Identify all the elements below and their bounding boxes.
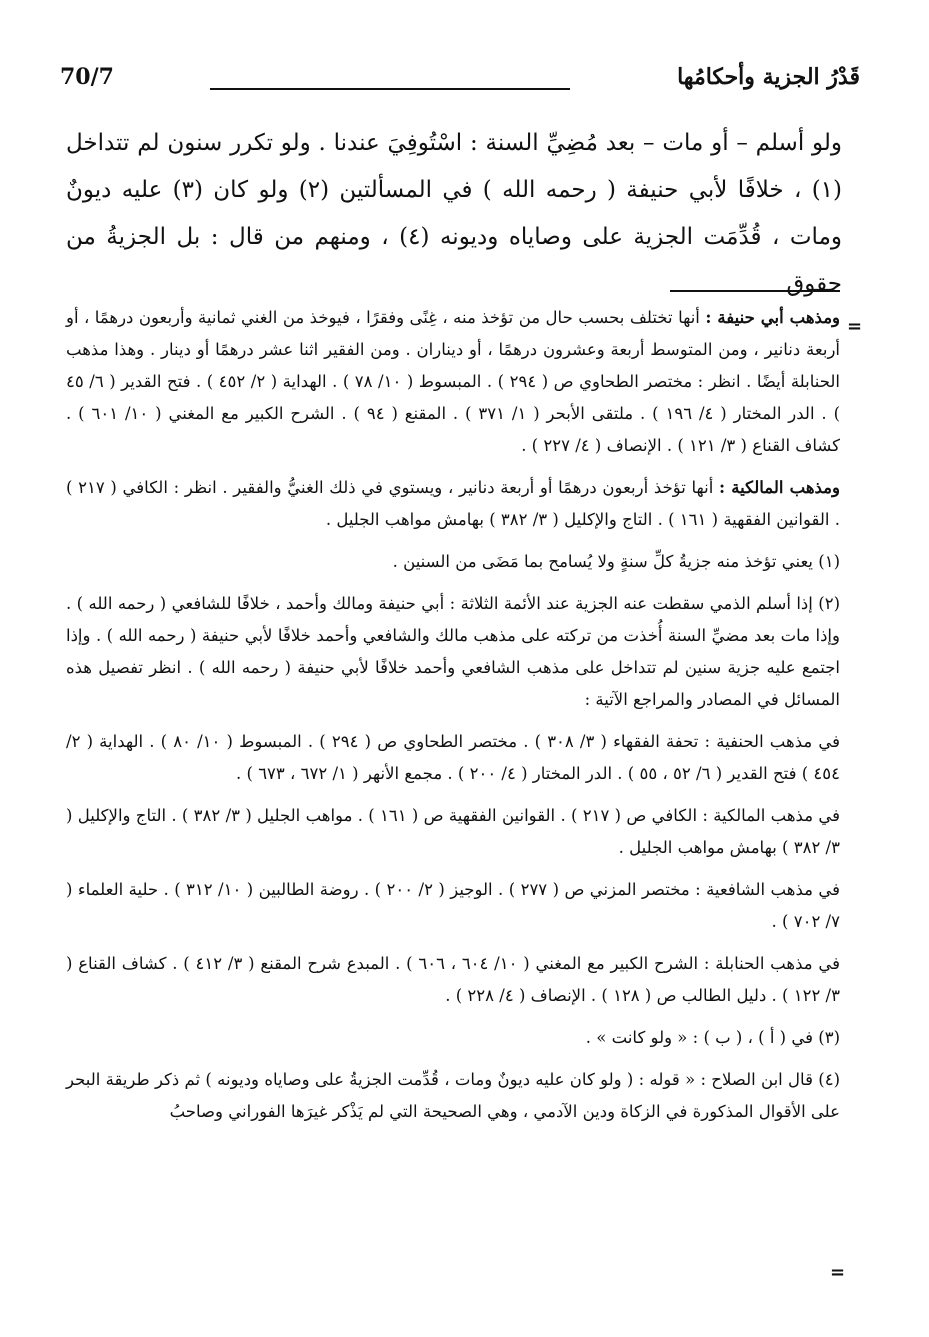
footnote-text: (٣) في ( أ ) ، ( ب ) : « ولو كانت » .	[585, 1028, 840, 1047]
footnotes	[66, 302, 840, 1138]
footnote-paragraph	[66, 588, 840, 716]
footnote-text: في مذهب المالكية : الكافي ص ( ٢١٧ ) . القوانين الفقهية ص ( ١٦١ ) . مواهب الجليل ( ٣/ ٣٨٢ ) . التاج والإكليل ( ٣/ ٣٨٢ ) بهامش مواهب الجليل .	[66, 806, 840, 857]
footnote-text: أنها تختلف بحسب حال من تؤخذ منه ، غِنًى وفقرًا ، فيوخذ من الغني ثمانية وأربعون درهمًا ، أو أربعة دنانير ، ومن المتوسط أربعة وعشرون درهمًا ، أو ديناران . ومن الفقير اثنا عشر درهمًا أو دينار . وهذا مذهب الحنابلة أيضًا . انظر : مختصر الطحاوي ص ( ٢٩٤ ) . المبسوط ( ١٠/ ٧٨ ) . الهداية ( ٢/ ٤٥٢ ) . فتح القدير ( ٦/ ٤٥ ) . الدر المختار ( ٤/ ١٩٦ ) . ملتقى الأبحر ( ١/ ٣٧١ ) . المقنع ( ٩٤ ) . الشرح الكبير مع المغني ( ١٠/ ٦٠١ ) . كشاف القناع ( ٣/ ١٢١ ) . الإنصاف ( ٤/ ٢٢٧ ) .	[66, 308, 841, 455]
footnote-lead: ومذهب المالكية :	[719, 478, 840, 497]
footnote-paragraph	[66, 726, 840, 790]
footnote-text: في مذهب الحنفية : تحفة الفقهاء ( ٣/ ٣٠٨ ) . مختصر الطحاوي ص ( ٢٩٤ ) . المبسوط ( ١٠/ ٨٠ ) . الهداية ( ٢/ ٤٥٤ ) فتح القدير ( ٦/ ٥٢ ، ٥٥ ) . الدر المختار ( ٤/ ٢٠٠ ) . مجمع الأنهر ( ١/ ٦٧٢ ، ٦٧٣ ) .	[66, 732, 840, 783]
footnote-paragraph	[66, 302, 840, 462]
footnote-text: (٤) قال ابن الصلاح : « قوله : ( ولو كان عليه ديونٌ ومات ، قُدِّمت الجزيةُ على وصاياه وديونه ) ثم ذكر طريقة البحر على الأقوال المذكورة في الزكاة ودين الآدمي ، وهي الصحيحة التي لم يَذْكر غيرَها الفوراني وصاحبُ	[66, 1070, 840, 1121]
footnote-paragraph	[66, 1064, 840, 1128]
footnote-text: (٢) إذا أسلم الذمي سقطت عنه الجزية عند الأئمة الثلاثة : أبي حنيفة ومالك وأحمد ، خلافًا للشافعي ( رحمه الله ) . وإذا مات بعد مضيِّ السنة أُخذت من تركته على مذهب مالك والشافعي وأحمد خلافًا لأبي حنيفة ( رحمه الله ) . وإذا اجتمع عليه جزية سنين لم تتداخل على مذهب الشافعي وأحمد خلافًا لأبي حنيفة ( رحمه الله ) . انظر تفصيل هذه المسائل في المصادر والمراجع الآتية :	[66, 594, 840, 709]
continuation-mark-bottom: =	[830, 1262, 846, 1283]
footnote-paragraph	[66, 874, 840, 938]
footnote-separator	[670, 290, 840, 292]
footnote-paragraph	[66, 472, 840, 536]
footnote-text: في مذهب الشافعية : مختصر المزني ص ( ٢٧٧ ) . الوجيز ( ٢/ ٢٠٠ ) . روضة الطالبين ( ١٠/ ٣١٢ ) . حلية العلماء ( ٧/ ٧٠٢ ) .	[66, 880, 840, 931]
continuation-mark: =	[847, 316, 863, 337]
footnote-text: أنها تؤخذ أربعون درهمًا أو أربعة دنانير ، ويستوي في ذلك الغنيُّ والفقير . انظر : الكافي ( ٢١٧ ) . القوانين الفقهية ( ١٦١ ) . التاج والإكليل ( ٣/ ٣٨٢ ) بهامش مواهب الجليل .	[66, 478, 840, 529]
footnote-paragraph	[66, 546, 840, 578]
main-body-text: ولو أسلم – أو مات – بعد مُضِيِّ السنة : اسْتُوفِيَ عندنا . ولو تكرر سنون لم تتداخل (١) ، خلافًا لأبي حنيفة ( رحمه الله ) في المسألتين (٢) ولو كان (٣) عليه ديونٌ ومات ، قُدِّمَت الجزية على وصاياه وديونه (٤) ، ومنهم من قال : بل الجزيةُ من حقوق	[66, 130, 843, 297]
footnote-paragraph	[66, 1022, 840, 1054]
footnote-lead: ومذهب أبي حنيفة :	[705, 308, 840, 327]
running-header	[60, 64, 860, 98]
chapter-title: قَدْرُ الجزية وأحكامُها	[677, 64, 860, 90]
footnote-paragraph	[66, 948, 840, 1012]
footnote-text: في مذهب الحنابلة : الشرح الكبير مع المغني ( ١٠/ ٦٠٤ ، ٦٠٦ ) . المبدع شرح المقنع ( ٣/ ٤١٢ ) . كشاف القناع ( ٣/ ١٢٢ ) . دليل الطالب ص ( ١٢٨ ) . الإنصاف ( ٤/ ٢٢٨ ) .	[66, 954, 840, 1005]
page-number: 70/7	[60, 64, 114, 90]
footnote-text: (١) يعني تؤخذ منه جزيةُ كلِّ سنةٍ ولا يُسامح بما مَضَى من السنين .	[392, 552, 840, 571]
footnote-paragraph	[66, 800, 840, 864]
header-rule	[210, 88, 570, 90]
